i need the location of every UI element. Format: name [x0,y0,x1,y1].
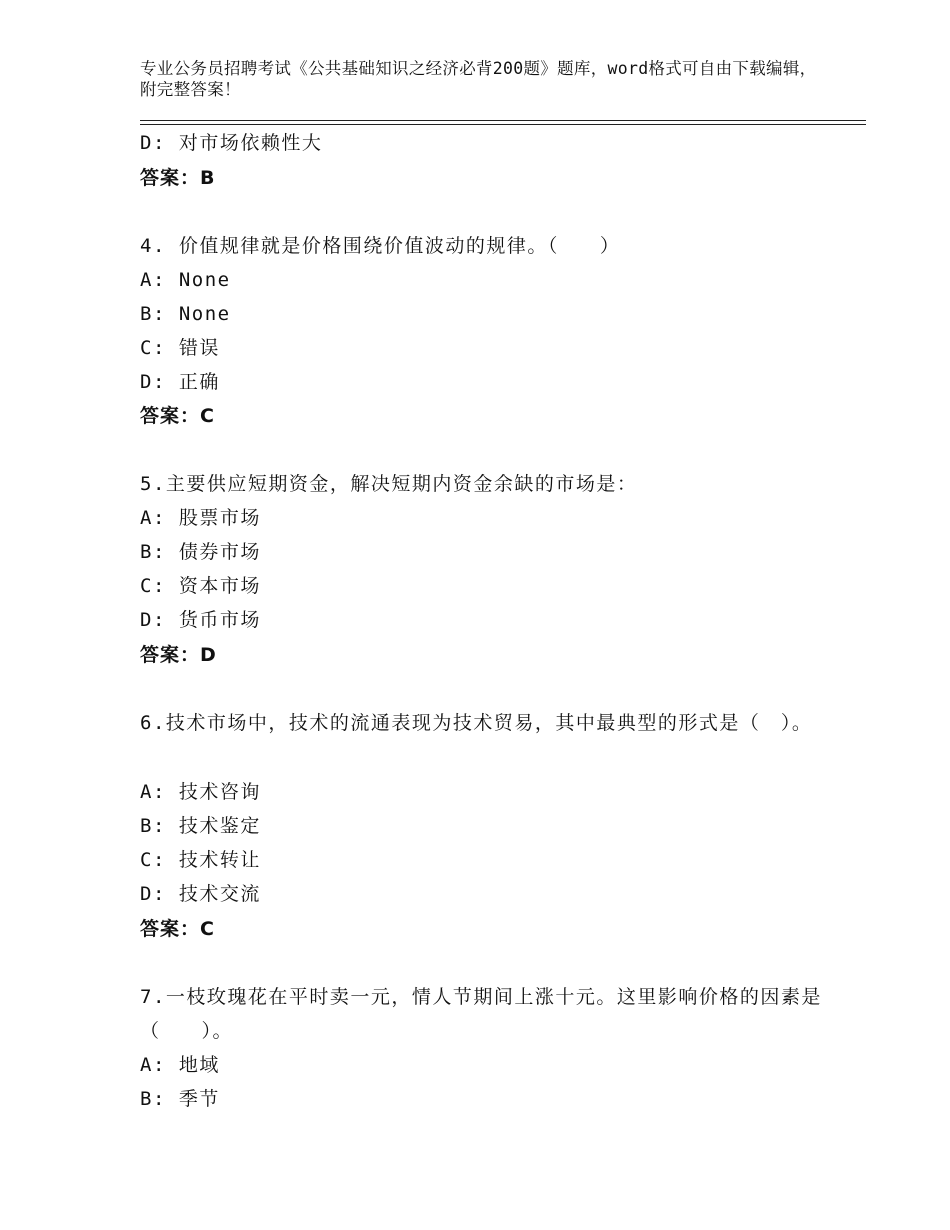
q6-option-b: B: 技术鉴定 [140,815,261,837]
q4-option-d: D: 正确 [140,371,220,393]
prev-option-d: D: 对市场依赖性大 [140,132,323,154]
q5-answer: 答案：D [140,644,217,666]
q6-option-d: D: 技术交流 [140,883,261,905]
q4-answer: 答案：C [140,405,215,427]
q5-option-c: C: 资本市场 [140,575,261,597]
q5-option-b: B: 债券市场 [140,541,261,563]
q4-option-c: C: 错误 [140,337,220,359]
q6-answer: 答案：C [140,918,215,940]
q6-option-a: A: 技术咨询 [140,781,261,803]
q6-option-c: C: 技术转让 [140,849,261,871]
q7-option-a: A: 地域 [140,1054,220,1076]
q5-option-a: A: 股票市场 [140,507,261,529]
page-header: 专业公务员招聘考试《公共基础知识之经济必背200题》题库，word格式可自由下载编辑，附完整答案！ [140,59,817,99]
q5-question: 5.主要供应短期资金，解决短期内资金余缺的市场是： [140,473,638,495]
header-divider-top [140,120,866,121]
q7-option-b: B: 季节 [140,1088,220,1110]
q4-option-a: A: None [140,269,231,291]
header-divider-bottom [140,124,866,125]
q7-question: 7.一枝玫瑰花在平时卖一元，情人节期间上涨十元。这里影响价格的因素是（ ）。 [140,986,822,1042]
q4-question: 4. 价值规律就是价格围绕价值波动的规律。（ ） [140,235,621,257]
prev-answer: 答案：B [140,167,216,189]
q5-option-d: D: 货币市场 [140,609,261,631]
q6-question: 6.技术市场中，技术的流通表现为技术贸易，其中最典型的形式是（ ）。 [140,712,813,734]
q4-option-b: B: None [140,303,231,325]
